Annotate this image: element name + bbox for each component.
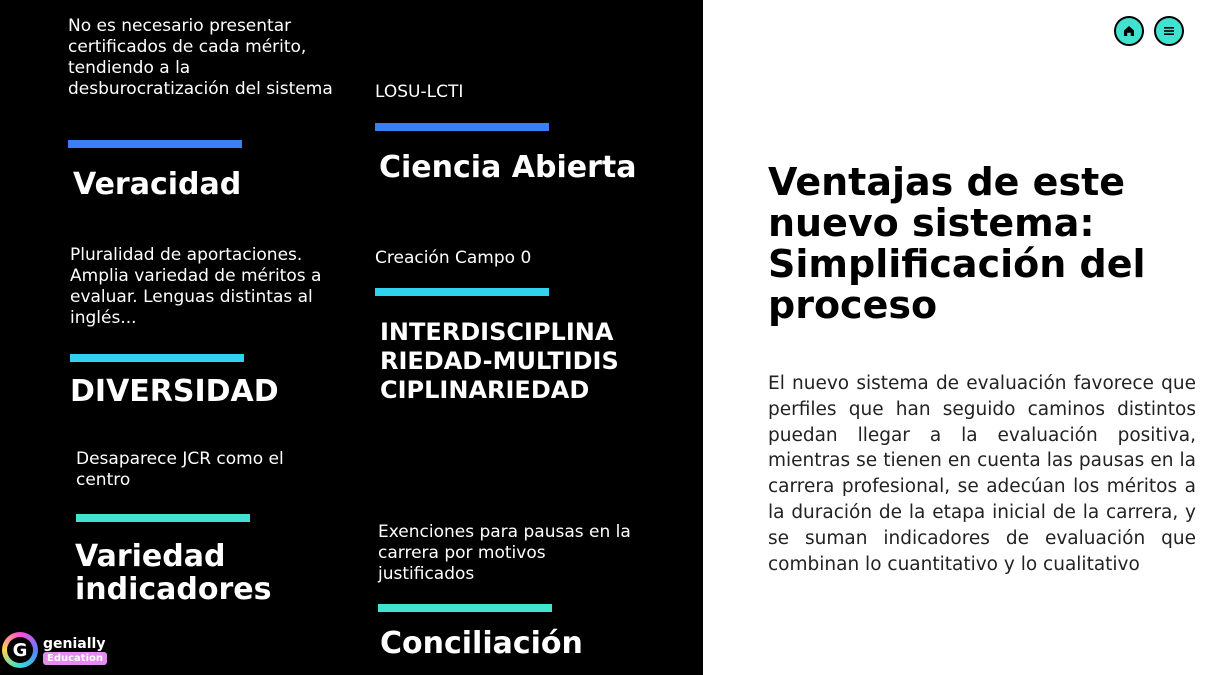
veracidad-title: Veracidad	[73, 167, 242, 202]
ciencia-abierta-description: LOSU-LCTI	[375, 82, 464, 102]
veracidad-description: No es necesario presentar certificados de cada mérito, tendiendo a la desburocratización del sistema	[68, 16, 333, 99]
menu-icon	[1162, 24, 1176, 38]
diversidad-description: Pluralidad de aportaciones. Amplia variedad de méritos a evaluar. Lenguas distintas al inglés...	[70, 245, 322, 328]
veracidad-bar	[68, 140, 242, 148]
logo-name: genially	[43, 635, 106, 652]
genially-logo[interactable]	[2, 632, 107, 668]
interdisciplinariedad-description: Creación Campo 0	[375, 248, 532, 268]
home-icon	[1122, 24, 1136, 38]
main-body-text: El nuevo sistema de evaluación favorece que perfiles que han seguido caminos distintos puedan llegar a la evaluación positiva, mientras se tienen en cuenta las pausas en la carrera profesional, se adecúan los méritos a la duración de la etapa inicial de la carrera, y se suman indicadores de evaluación que combinan lo cuantitativo y lo cualitativo	[768, 373, 1196, 575]
logo-badge: Education	[43, 652, 107, 665]
variedad-title: Variedad indicadores	[75, 539, 272, 607]
ciencia-abierta-bar	[375, 123, 549, 131]
ciencia-abierta-title: Ciencia Abierta	[379, 150, 637, 185]
menu-button[interactable]	[1154, 16, 1184, 46]
diversidad-title: DIVERSIDAD	[70, 374, 279, 409]
conciliacion-description: Exenciones para pausas en la carrera por motivos justificados	[378, 522, 631, 584]
variedad-bar	[76, 514, 250, 522]
conciliacion-bar	[378, 604, 552, 612]
main-title: Ventajas de este nuevo sistema: Simplificación del proceso	[768, 160, 1146, 327]
interdisciplinariedad-title: INTERDISCIPLINARIEDAD-MULTIDISCIPLINARIEDAD	[380, 318, 619, 404]
genially-logo-icon: G	[2, 632, 38, 668]
home-button[interactable]	[1114, 16, 1144, 46]
interdisciplinariedad-bar	[375, 288, 549, 296]
conciliacion-title: Conciliación	[380, 626, 583, 661]
variedad-description: Desaparece JCR como el centro	[76, 449, 284, 490]
diversidad-bar	[70, 354, 244, 362]
